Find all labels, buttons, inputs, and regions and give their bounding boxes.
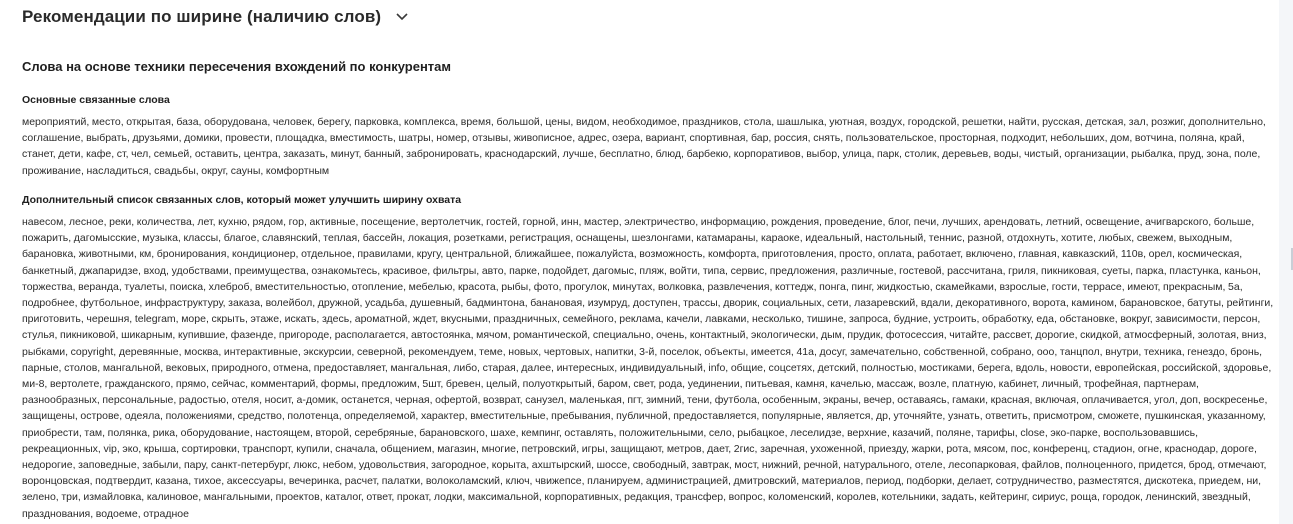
- section-title: Слова на основе техники пересечения вхождений по конкурентам: [22, 59, 452, 74]
- page-title: Рекомендации по ширине (наличию слов): [22, 7, 382, 26]
- chevron-down-icon-glyph: [396, 13, 408, 21]
- page-scroll-edge[interactable]: [1279, 0, 1293, 524]
- extra-words-list: навесом, лесное, реки, количества, лет, кухню, рядом, гор, активные, посещение, вертолетчик, гостей, горной, инн, мастер, электричество, информацию, рождения, проведение, блог, печи, лучших, арендовать, летний, освещение, ачигварского, больше, пожарить, дагомысские, музыка, классы, благое, славянский, теплая, бассейн, локация, розетками, регистрация, оснащены, шезлонгами, катамараны, караоке, идеальный, настольный, теннис, разной, отдохнуть, хотите, любых, свежем, выходным, барановка, животными, км, бронирования, кондиционер, отдельное, правилами, кругу, центральной, ближайшее, пожалуйста, возможность, комфорта, приготовления, просто, оплата, работает, включено, главная, кавказский, 110в, орел, космическая, банкетный, джапаридзе, вход, удобствами, преимущества, ознакомьтесь, красивое, фильтры, авто, парке, подойдет, дагомыс, пляж, войти, типа, сервис, предложения, различные, гостевой, рассчитана, гриля, пикниковая, суеты, парка, пластунка, каньон, торжества, веранда, туалеты, поиска, хлеброб, вместительностью, отопление, мебелью, красота, рыбы, фото, прогулок, минутах, волковка, развлечения, коттедж, понга, пинг, жидкостью, скамейками, взрослые, гости, террасе, имеют, прекрасным, 5а, подробнее, футбольное, инфраструктуру, заказа, волейбол, дружной, усадьба, душевный, бадминтона, банановая, изумруд, доступен, трассы, дворик, социальных, сети, лазаревский, вдали, декоративного, ворота, камином, барановское, батуты, рейтинги, приготовить, черешня, telegram, море, скрыть, этаже, искать, здесь, ароматной, ждет, вкусными, праздничных, семейного, реклама, качели, лавками, несколько, тишине, запроса, будние, устроить, обработку, еда, обстановке, вокруг, зависимости, персон, стулья, пикниковой, шикарным, купившие, фазенде, пригороде, располагается, автостоянка, мячом, романтической, специально, очень, контактный, экологически, дым, прудик, фотосессия, читайте, рассвет, дорогие, скидкой, атмосферный, золотая, вниз, рыбками, copyright, деревянные, москва, интерактивные, экскурсии, северной, рекомендуем, теме, новых, чертовых, напитки, 3-й, поселок, объекты, имеется, 41а, досуг, замечательно, собственной, собрано, ооо, танцпол, внутри, техника, генездо, бронь, парные, столов, мангальной, вековых, природного, отмена, предоставляет, мангальная, либо, старая, далее, интересных, индивидуальный, info, общие, соцсетях, детский, полностью, мостиками, берега, вдоль, новости, европейская, российской, здоровье, ми-8, вертолете, гражданского, прямо, сейчас, комментарий, формы, предложим, 5шт, бревен, целый, полуоткрытый, баром, свет, рода, уединении, питьевая, камня, качелью, массаж, возле, платную, кабинет, личный, трофейная, партнерам, разнообразных, персональные, радостью, отеля, носит, а-домик, останется, черная, офертой, возврат, санузел, маленькая, пгт, зимний, тени, футбола, особенным, экраны, вечер, оставаясь, гамаки, красная, включая, оплачивается, угол, доп, воскресенье, защищены, острове, одеяла, положениями, средство, полотенца, определяемой, характер, вместительные, пребывания, публичной, предоставляется, популярные, является, др, уточняйте, узнать, ответить, присмотром, сможете, пушкинская, указанному, приобрести, там, полянка, рика, оборудование, настоящем, второй, серебряные, барановского, шахе, кемпинг, оставлять, положительными, село, рыбацкое, леселидзе, верхние, казачий, поляне, тарифы, close, эко-парке, воспользовавшись, рекреационных, vip, эко, крыша, сортировки, транспорт, купили, сначала, общением, магазин, многие, петровский, игры, защищают, метров, дает, 2гис, заречная, ухоженной, приезду, жарки, рота, мясом, пос, конференц, стадион, огне, краснодар, дороге, недорогие, заповедные, забыли, пару, санкт-петербург, люкс, небом, удовольствия, загородное, корыта, ахштырский, шоссе, свободный, завтрак, мост, нижний, речной, натурального, отеле, лесопарковая, файлов, полноценного, придется, брод, отмечают, воронцовская, подтвердит, казана, тихое, аксессуары, вечеринка, расчет, палатки, волоколамский, ключ, чвижепсе, планируем, администрацией, дмитровский, материалов, период, подборки, делает, сотрудничество, разместятся, дискотека, приедем, ни, зелено, три, измайловка, калиновое, мангальными, проектов, каталог, ответ, прокат, лодки, максимальной, корпоративных, редакция, трансфер, вопрос, коломенский, королев, котельники, задать, кейтеринг, сириус, роща, городок, ленинский, звездный, празднования, водоеме, отрадное: [22, 216, 1274, 520]
- chevron-down-icon[interactable]: [395, 10, 409, 24]
- main-words-list: мероприятий, место, открытая, база, оборудована, человек, берегу, парковка, комплекса, время, большой, цены, видом, необходимое, праздников, стола, шашлыка, уютная, воздух, городской, решетки, найти, русская, детская, зал, розжиг, дополнительно, соглашение, выбрать, друзьями, домики, провести, площадка, вместимость, шатры, номер, отзывы, живописное, адрес, озера, вариант, спортивная, бар, россия, снять, пользовательское, просторная, подходит, небольших, дом, вотчина, поляна, край, станет, дети, кафе, ст, чел, семьей, оставить, центра, заказать, минут, банный, забронировать, краснодарский, лучше, бесплатно, блюд, барбекю, корпоративов, выбор, улица, парк, столик, деревьев, воды, чистый, организации, рыбалка, пруд, зона, поле, проживание, насладиться, свадьбы, округ, сауны, комфортным: [22, 116, 1266, 177]
- extra-words-label: Дополнительный список связанных слов, который может улучшить ширину охвата: [22, 194, 462, 206]
- recommendations-card: [22, 40, 1279, 524]
- section-header: [0, 0, 1279, 34]
- main-words-label: Основные связанные слова: [22, 94, 170, 106]
